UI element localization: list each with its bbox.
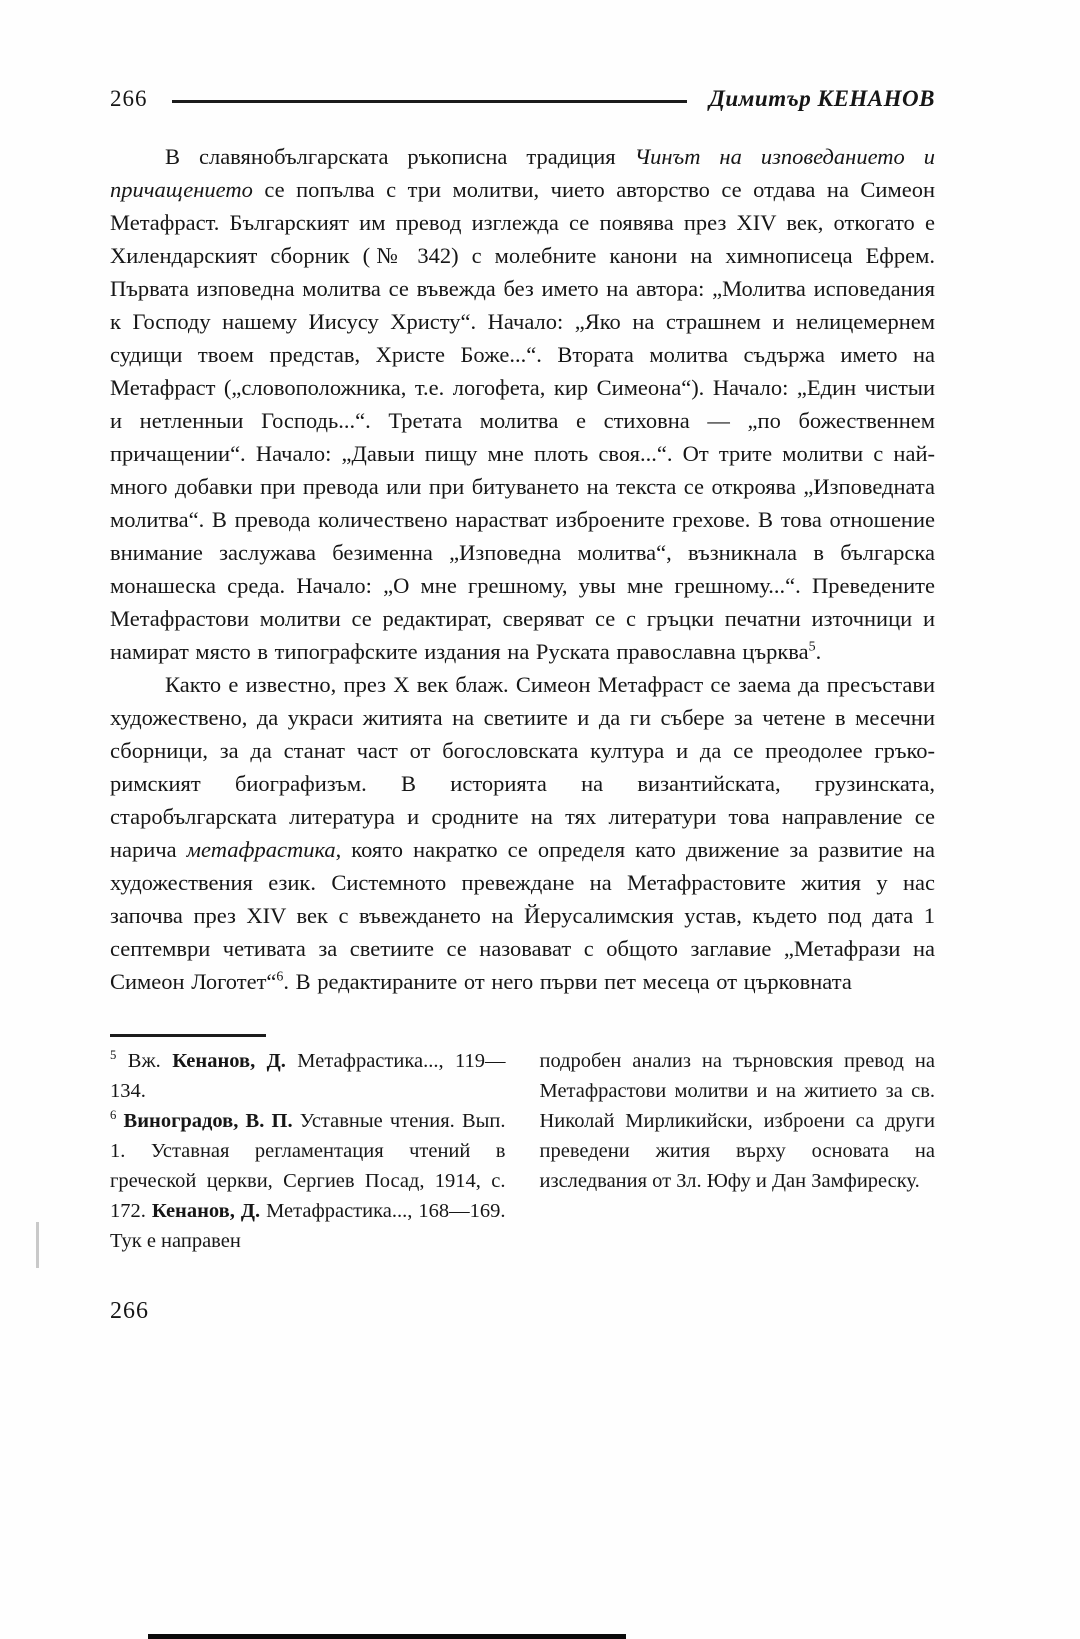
header-author: Димитър КЕНАНОВ [709, 86, 935, 111]
body-paragraph-1: В славянобългарската ръкописна традиция Чинът на изповеданието и причащението се попълва с три молитви, чието авторство се отдава на Симеон Метафраст. Българският им превод изглежда се появява през XIV век, откогато е Хилендарският сборник (№ 342) с молебните канони на химнописеца Ефрем. Първата изповедна молитва се въвежда без името на автора: „Молитва исповедания к Господу нашему Иисусу Христу“. Начало: „Яко на страшнем и нелицемернем судищи твоем представ, Христе Боже...“. Втората молитва съдържа името на Метафраст („словоположника, т.е. логофета, кир Симеона“). Начало: „Един чистыи и нетленныи Господь...“. Третата молитва е стиховна — „по божественнем причащении“. Начало: „Давыи пищу мне плоть своя...“. От трите молитви с най-много добавки при превода или при битуването на текста се откроява „Изповедната молитва“. В превода количествено нарастват изброените грехове. В това отношение внимание заслужава безименна „Изповедна молитва“, възникнала в българска монашеска среда. Начало: „О мне грешному, увы мне грешному...“. Преведените Метафрастови молитви се редактират, сверяват се с гръцки печатни източници и намират място в типографските издания на Руската православна църква$^5$. [110, 144, 935, 664]
footnote-5: $^5$ Вж. Кенанов, Д. Метафрастика..., 119—134. [110, 1048, 506, 1102]
page-header [110, 86, 935, 112]
footnote-6: $^6$ Виноградов, В. П. Уставные чтения. Вып. 1. Уставная регламентация чтений в греческой церкви, Сергиев Посад, 1914, с. 172. Кенанов, Д. Метафрастика..., 168—169. Тук е направен [110, 1108, 506, 1252]
scan-artifact-left-mark [36, 1222, 39, 1268]
body-paragraph-2: Както е известно, през X век блаж. Симеон Метафраст се заема да пресъстави художествено, да украси житията на светиите и да ги събере за четене в месечни сборници, за да станат част от богословската култура и да се преодолее гръко-римският биографизъм. В историята на византийската, грузинската, старобългарската литература и сродните на тях литератури това направление се нарича метафрастика, която накратко се определя като движение за развитие на художествения език. Системното превеждане на Метафрастовите жития у нас започва през XIV век с въвеждането на Йерусалимския устав, където под дата 1 септември четивата за светиите се назовават с общото заглавие „Метафрази на Симеон Логотет“$^6$. В редактираните от него първи пет месеца от църковната [110, 672, 935, 994]
page-footer [110, 1298, 935, 1325]
footnotes-right-column [540, 1034, 936, 1256]
header-page-number: 266 [110, 86, 148, 111]
main-text [110, 140, 935, 998]
scan-artifact-bottom-line [148, 1634, 626, 1639]
header-rule [172, 100, 688, 103]
footnotes-left-column [110, 1034, 506, 1256]
footer-page-number: 266 [110, 1298, 149, 1324]
footnotes-section [110, 1034, 935, 1256]
footnote-6-continuation: подробен анализ на търновския превод на Метафрастови молитви и на житието за св. Николай Мирликийски, изброени са други преведени жития върху основата на изследвания от Зл. Юфу и Дан Замфиреску. [539, 1050, 935, 1192]
footnote-separator-rule [110, 1034, 266, 1037]
